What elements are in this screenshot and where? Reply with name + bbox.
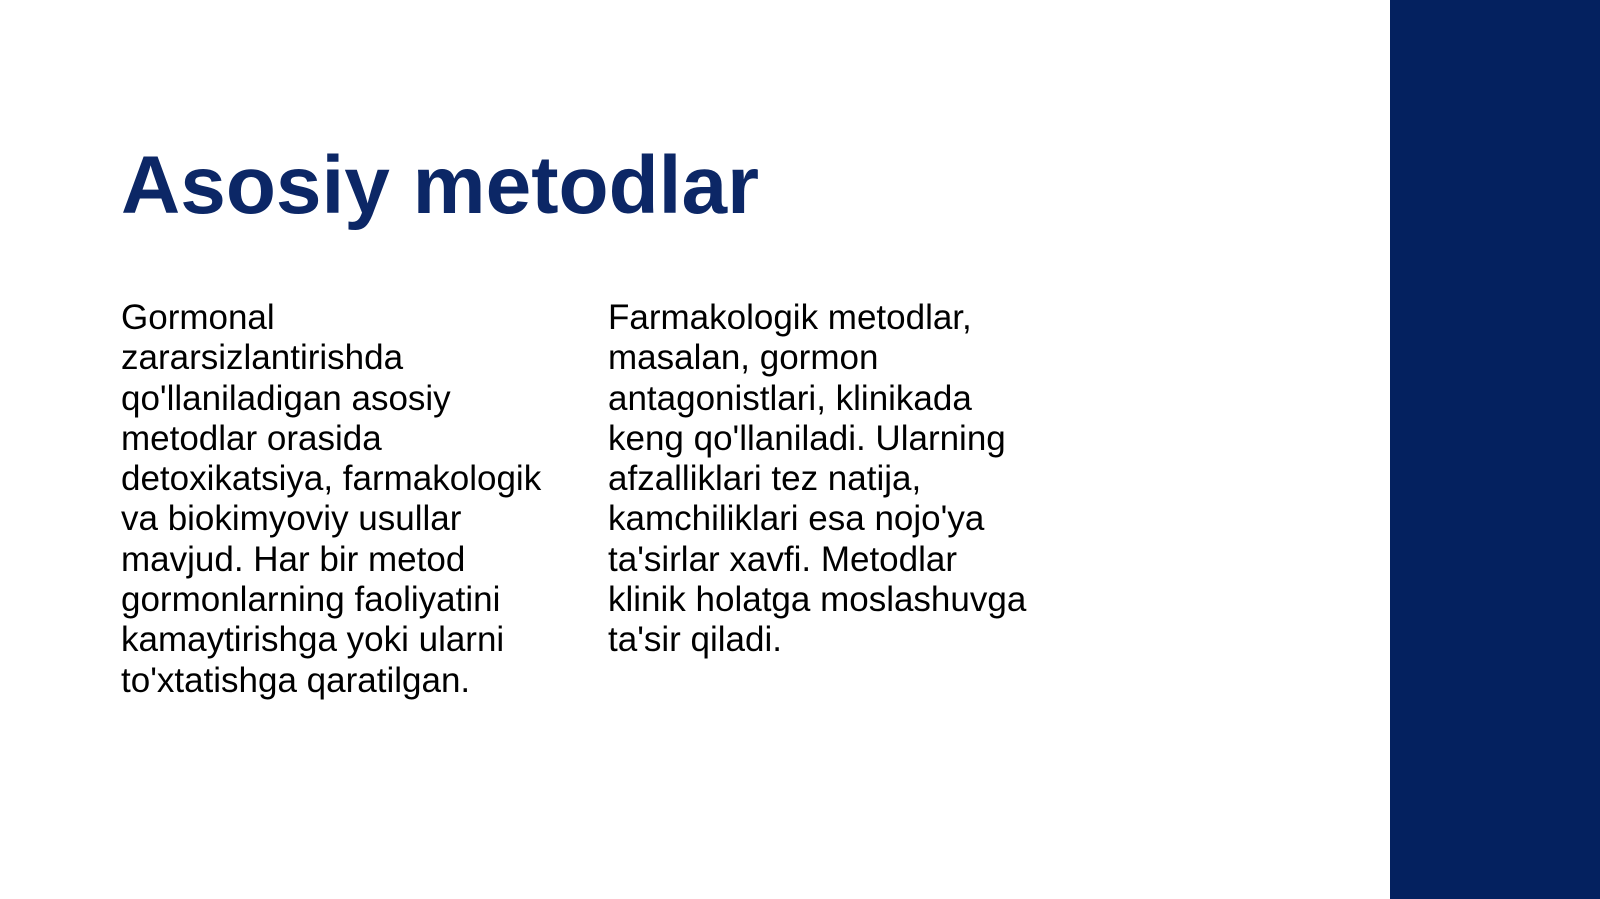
right-text-column: Farmakologik metodlar, masalan, gormon antagonistlari, klinikada keng qo'llaniladi. Ularning afzalliklari tez natija, kamchiliklari esa nojo'ya ta'sirlar xavfi. Metodlar klinik holatga moslashuvga ta'sir qiladi. — [608, 298, 1027, 660]
side-accent-band — [1390, 0, 1600, 899]
left-text-column: Gormonal zararsizlantirishda qo'llaniladigan asosiy metodlar orasida detoxikatsiya, farmakologik va biokimyoviy usullar mavjud. Har bir metod gormonlarning faoliyatini kamaytirishga yoki ularni to'xtatishga qaratilgan. — [121, 298, 542, 700]
slide-title: Asosiy metodlar — [121, 140, 759, 231]
